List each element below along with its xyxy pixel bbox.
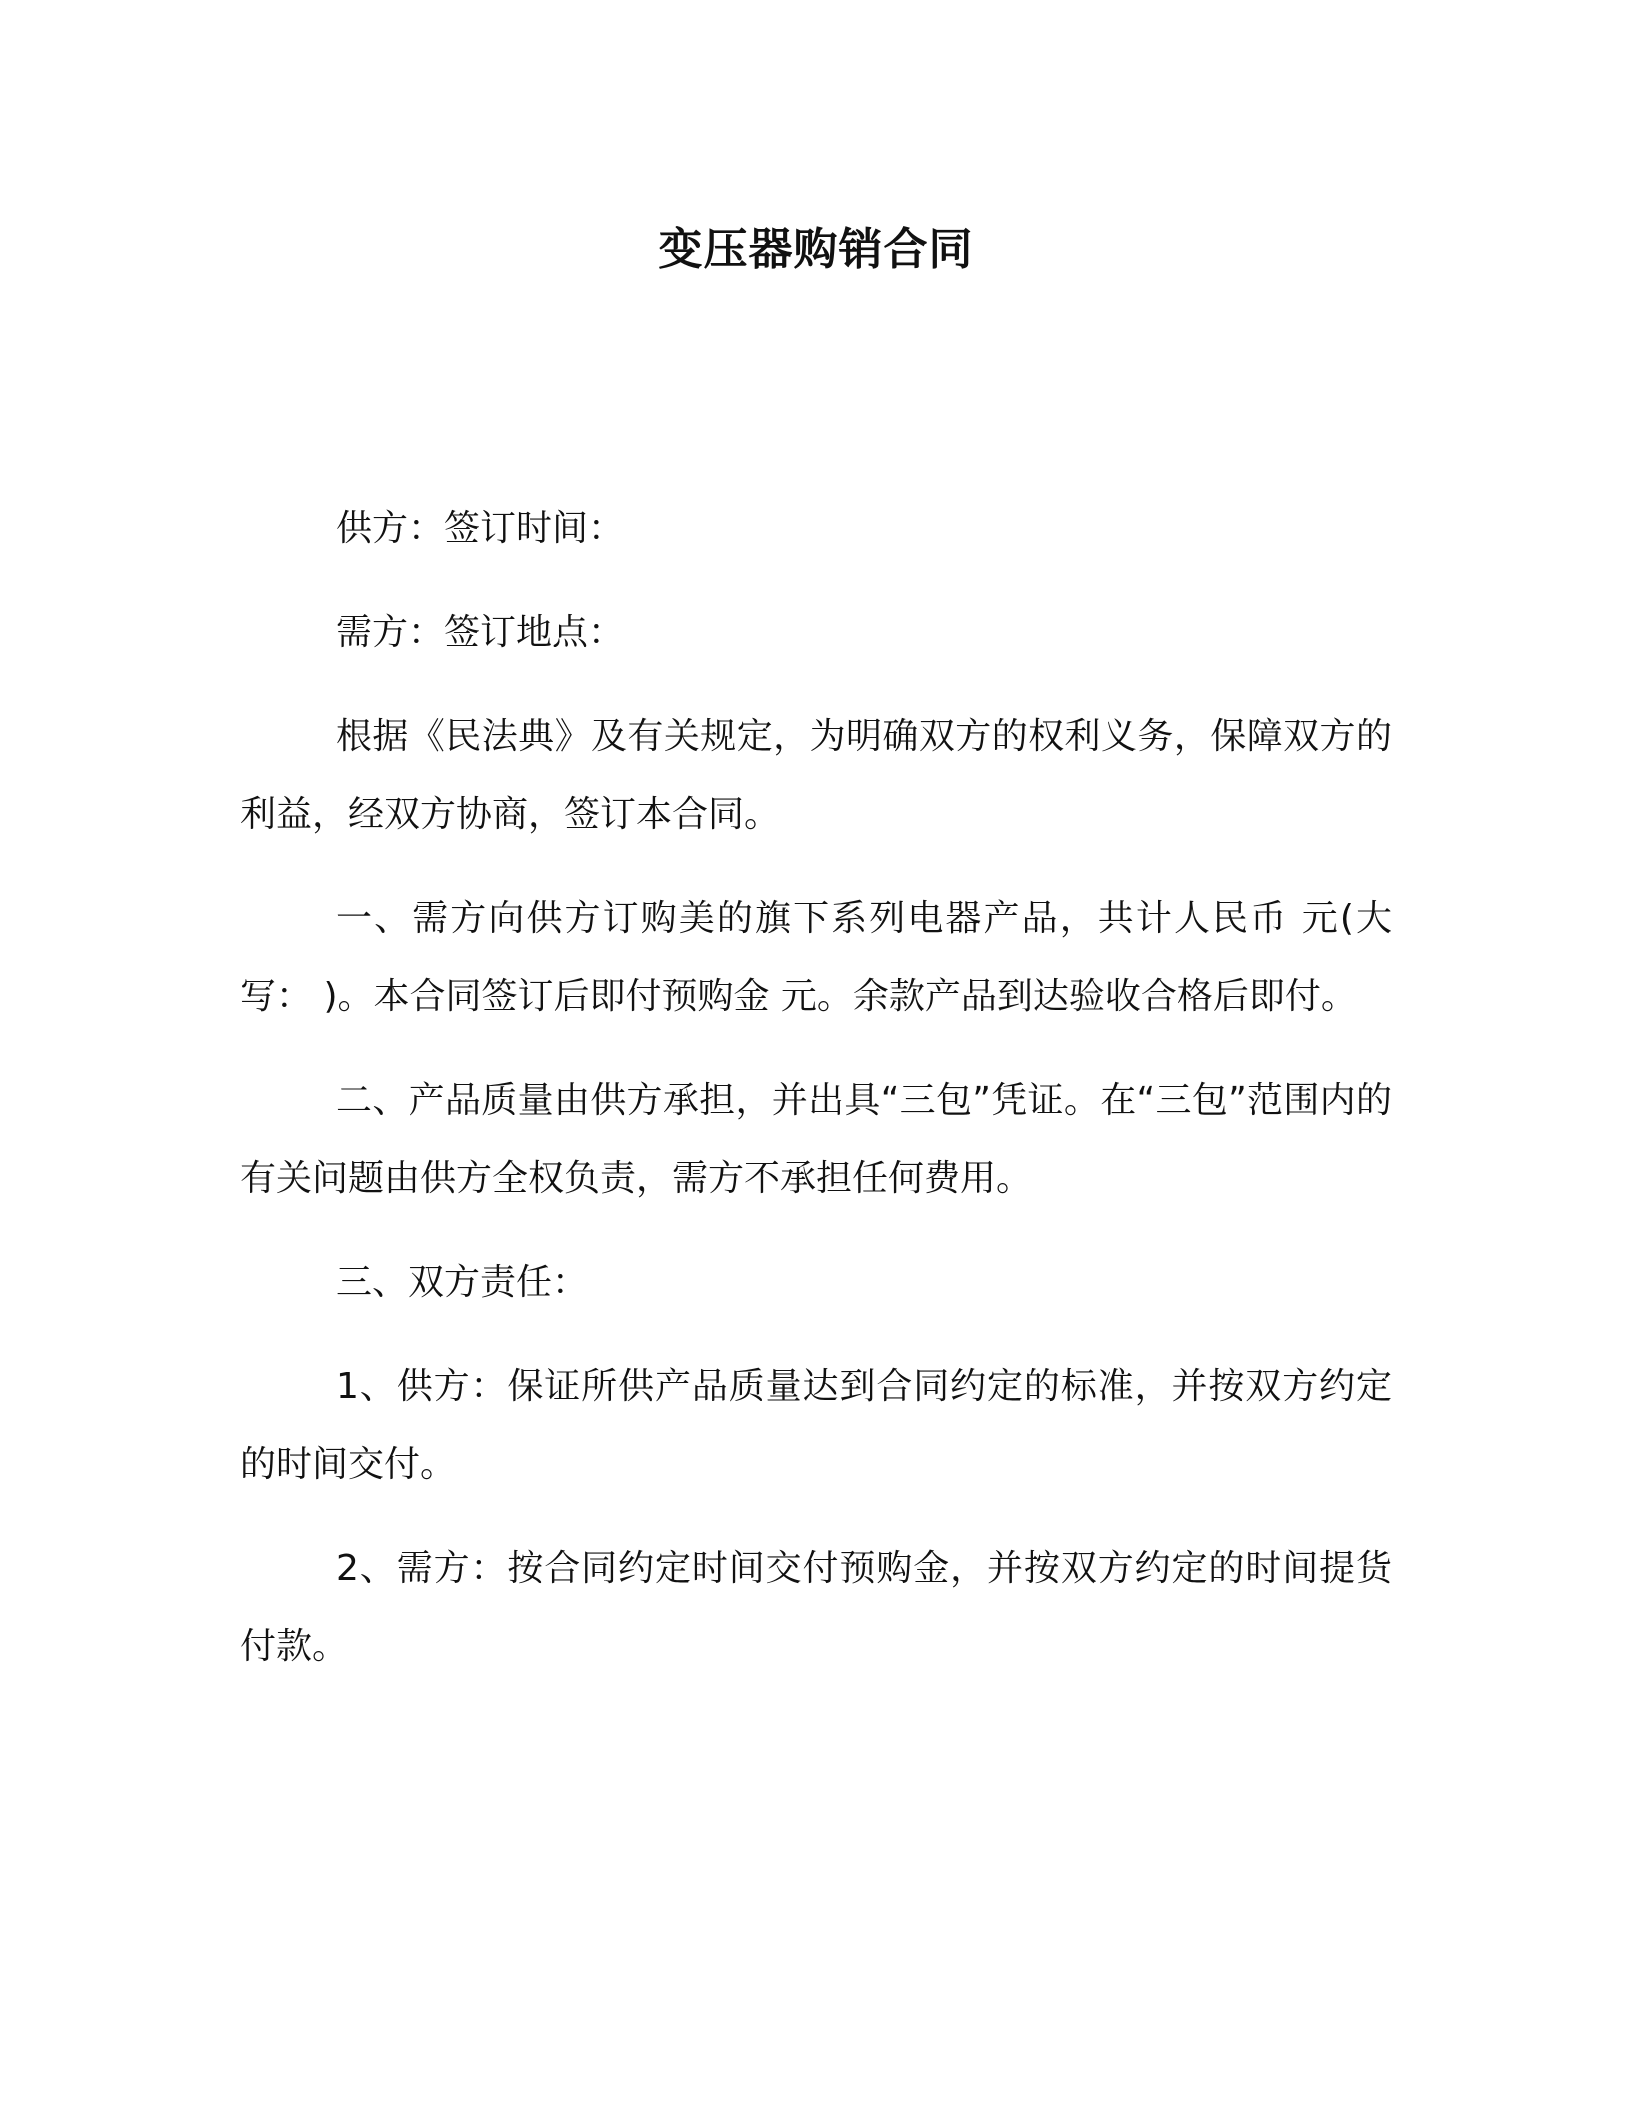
buyer-line: 需方：签订地点：	[336, 612, 625, 653]
clause-3-item-1: 1、供方：保证所供产品质量达到合同约定的标准，并按双方约定的时间交付。	[240, 1366, 1392, 1485]
supplier-line: 供方：签订时间：	[336, 508, 625, 549]
document-title: 变压器购销合同	[658, 224, 974, 275]
clause-3-heading: 三、双方责任：	[336, 1262, 589, 1303]
clause-3-item-2: 2、需方：按合同约定时间交付预购金，并按双方约定的时间提货付款。	[240, 1548, 1392, 1667]
preamble-paragraph: 根据《民法典》及有关规定，为明确双方的权利义务，保障双方的利益，经双方协商，签订本合同。	[240, 716, 1392, 835]
clause-2-paragraph: 二、产品质量由供方承担，并出具“三包”凭证。在“三包”范围内的有关问题由供方全权负责，需方不承担任何费用。	[240, 1080, 1392, 1199]
document-body	[240, 490, 1392, 1712]
clause-1-paragraph: 一、需方向供方订购美的旗下系列电器产品，共计人民币 元(大写： )。本合同签订后即付预购金 元。余款产品到达验收合格后即付。	[240, 898, 1392, 1017]
